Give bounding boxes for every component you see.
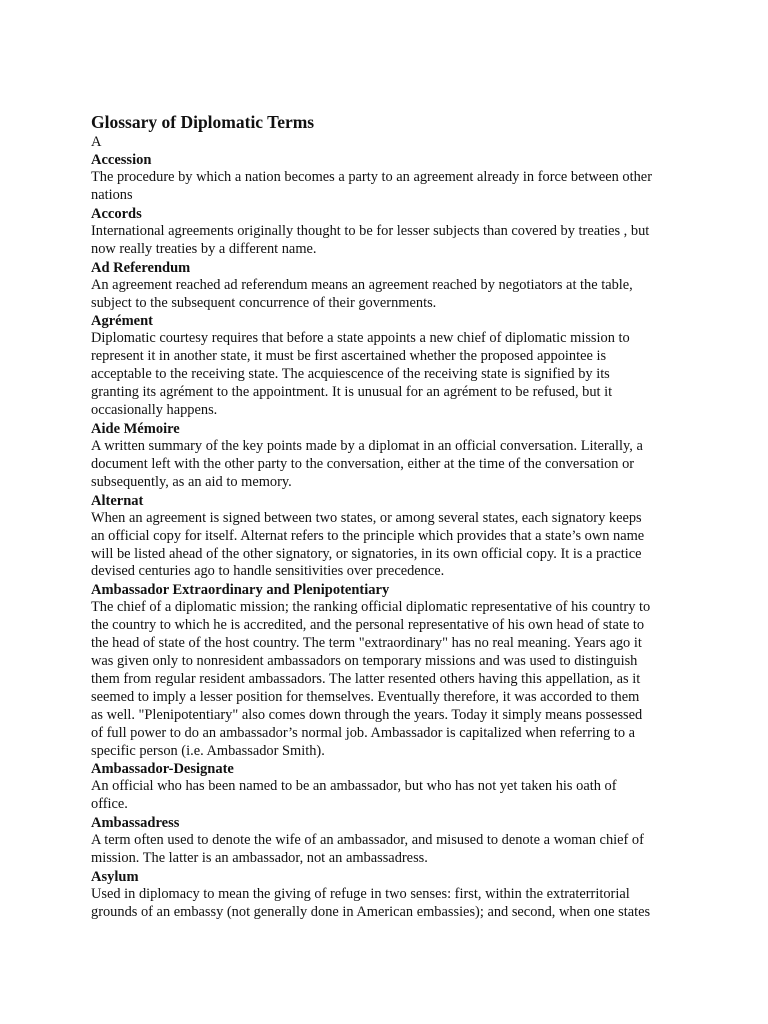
glossary-entries — [91, 151, 681, 922]
definition-line: acceptable to the receiving state. The acquiescence of the receiving state is signified by its — [91, 366, 610, 383]
definition-line: now really treaties by a different name. — [91, 240, 317, 257]
definition-line: an official copy for itself. Alternat refers to the principle which provides that a state’s own name — [91, 527, 645, 544]
definition-line: office. — [91, 796, 128, 813]
glossary-entry — [91, 259, 681, 313]
glossary-term: Ambassador-Designate — [91, 761, 234, 778]
definition-line: the country to which he is accredited, and the personal representative of his own head of state to — [91, 617, 645, 634]
definition-line: An agreement reached ad referendum means an agreement reached by negotiators at the table, — [91, 276, 633, 293]
definition-line: of full power to do an ambassador’s normal job. Ambassador is capitalized when referring to a — [91, 724, 636, 741]
definition-line: International agreements originally thought to be for lesser subjects than covered by treaties , but — [91, 222, 650, 239]
document-title: Glossary of Diplomatic Terms — [91, 112, 315, 132]
definition-line: will be listed ahead of the other signatory, or signatories, in its own official copy. It is a practice — [91, 545, 642, 562]
definition-line: subject to the subsequent concurrence of their governments. — [91, 294, 437, 311]
definition-line: document left with the other party to the conversation, either at the time of the conversation or — [91, 455, 635, 472]
definition-line: devised centuries ago to handle sensitivities over precedence. — [91, 563, 445, 580]
definition-line: grounds of an embassy (not generally done in American embassies); and second, when one states — [91, 904, 651, 920]
definition-line: represent it in another state, it must be first ascertained whether the proposed appointee is — [91, 348, 607, 365]
glossary-term: Accords — [91, 205, 142, 222]
glossary-entry — [91, 814, 681, 868]
glossary-term: Agrément — [91, 313, 154, 330]
glossary-entry — [91, 205, 681, 259]
definition-line: granting its agrément to the appointment. It is unusual for an agrément to be refused, but it — [91, 384, 613, 401]
document-page — [91, 112, 681, 922]
glossary-entry — [91, 868, 681, 922]
definition-line: A written summary of the key points made by a diplomat in an official conversation. Literally, a — [91, 437, 643, 454]
definition-line: specific person (i.e. Ambassador Smith). — [91, 742, 325, 759]
definition-line: seemed to imply a lesser position for themselves. Eventually therefore, it was accorded to them — [91, 688, 640, 705]
glossary-term: Alternat — [91, 492, 144, 509]
glossary-term: Ad Referendum — [91, 259, 191, 276]
glossary-entry — [91, 581, 681, 760]
definition-line: was given only to nonresident ambassadors on temporary missions and was used to distinguish — [91, 653, 638, 670]
glossary-entry — [91, 420, 681, 492]
definition-line: the head of state of the host country. The term "extraordinary" has no real meaning. Years ago it — [91, 635, 642, 652]
definition-line: occasionally happens. — [91, 402, 218, 419]
definition-line: Used in diplomacy to mean the giving of refuge in two senses: first, within the extraterritorial — [91, 886, 630, 903]
definition-line: as well. "Plenipotentiary" also comes down through the years. Today it simply means possessed — [91, 706, 643, 723]
definition-line: subsequently, as an aid to memory. — [91, 473, 292, 490]
definition-line: When an agreement is signed between two states, or among several states, each signatory keeps — [91, 509, 642, 526]
glossary-entry — [91, 760, 681, 814]
section-letter: A — [91, 134, 102, 150]
definition-line: The procedure by which a nation becomes a party to an agreement already in force between other — [91, 169, 652, 185]
glossary-entry — [91, 312, 681, 420]
definition-line: mission. The latter is an ambassador, not an ambassadress. — [91, 850, 428, 867]
definition-line: An official who has been named to be an ambassador, but who has not yet taken his oath of — [91, 778, 617, 795]
glossary-term: Accession — [91, 152, 152, 168]
definition-line: Diplomatic courtesy requires that before a state appoints a new chief of diplomatic mission to — [91, 330, 630, 347]
glossary-term: Ambassador Extraordinary and Plenipotentiary — [91, 582, 390, 599]
glossary-entry — [91, 151, 681, 205]
definition-line: A term often used to denote the wife of an ambassador, and misused to denote a woman chief of — [91, 832, 644, 849]
glossary-term: Aide Mémoire — [91, 420, 180, 437]
glossary-entry — [91, 492, 681, 582]
glossary-term: Ambassadress — [91, 815, 180, 832]
definition-line: nations — [91, 186, 133, 203]
definition-line: them from regular resident ambassadors. The latter resented others having this appellation, as it — [91, 670, 641, 687]
glossary-term: Asylum — [91, 869, 139, 886]
definition-line: The chief of a diplomatic mission; the ranking official diplomatic representative of his country to — [91, 599, 651, 616]
